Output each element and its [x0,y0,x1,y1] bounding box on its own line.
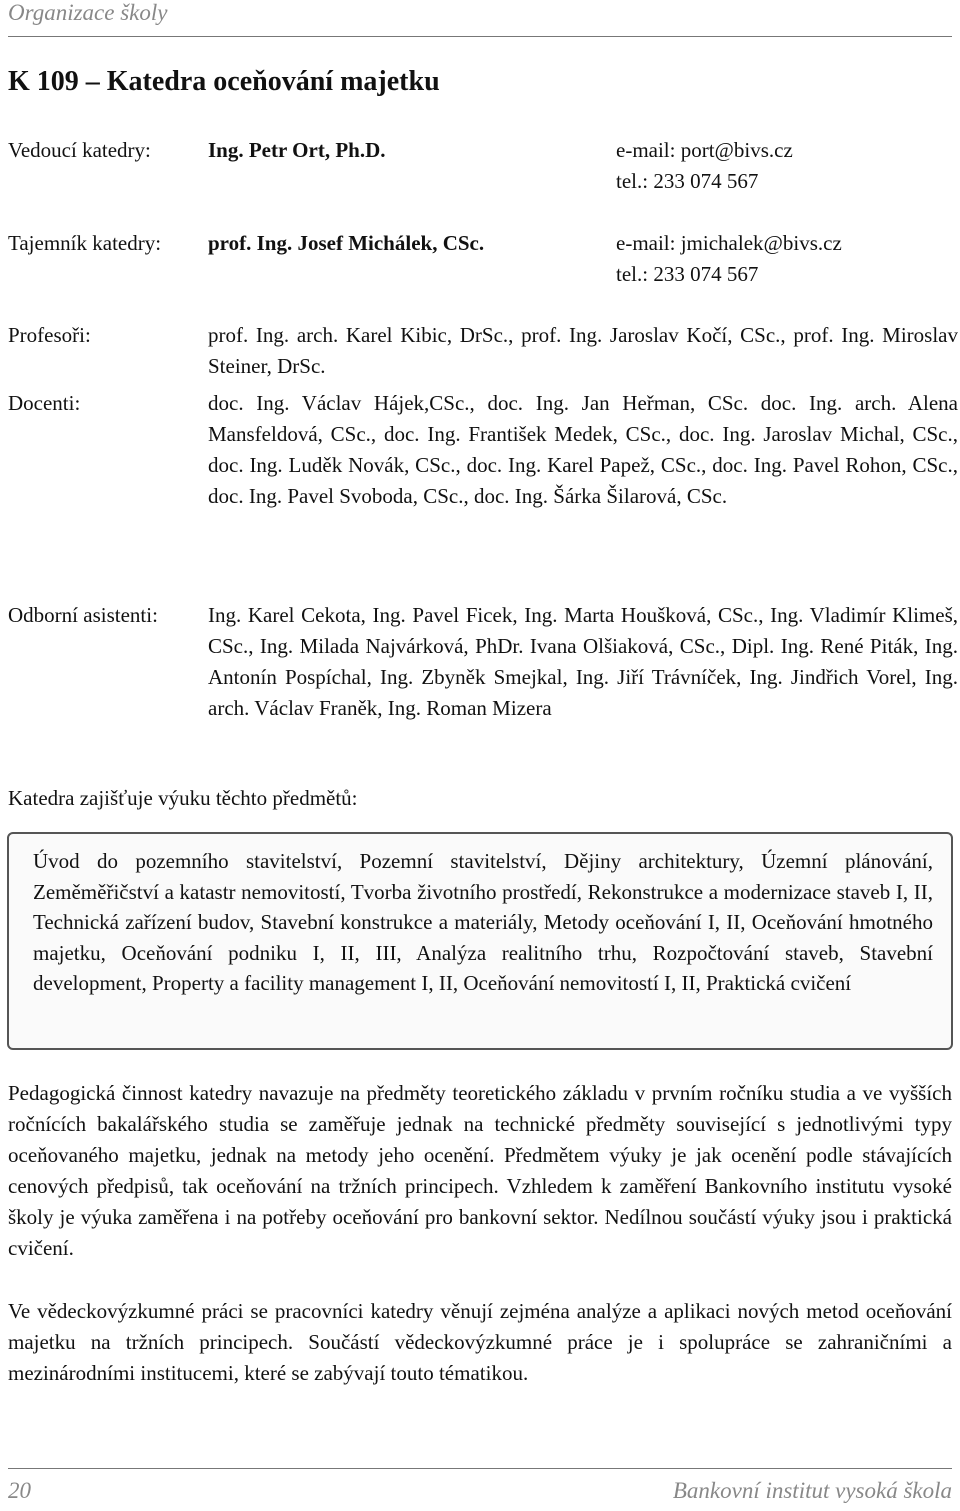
header-divider [8,36,952,37]
professors-label: Profesoři: [8,323,91,347]
secretary-label: Tajemník katedry: [8,231,162,255]
page-number: 20 [8,1478,31,1503]
assistants-label: Odborní asistenti: [8,603,158,627]
head-of-department-label: Vedoucí katedry: [8,138,151,162]
head-of-department-name: Ing. Petr Ort, Ph.D. [208,138,386,162]
head-of-department-email: e-mail: port@bivs.cz [616,138,793,162]
secretary-email: e-mail: jmichalek@bivs.cz [616,231,842,255]
footer-divider [8,1468,952,1469]
subjects-list: Úvod do pozemního stavitelství, Pozemní stavitelství, Dějiny architektury, Územní plánování, Zeměměřičství a katastr nemovitostí, Tvorba životního prostředí, Rekonstrukce a modernizace staveb I, II, Technická zařízení budov, Stavební konstrukce a materiály, Metody oceňování I, II, Oceňování hmotného majetku, Oceňování podniku I, II, III, Analýza realitního trhu, Rozpočtování staveb, Stavební development, Property a facility management I, II, Oceňování nemovitostí I, II, Praktická cvičení [33,849,933,995]
head-of-department-contact [616,135,793,197]
page-title: K 109 – Katedra oceňování majetku [8,66,440,97]
professors-names: prof. Ing. arch. Karel Kibic, DrSc., prof. Ing. Jaroslav Kočí, CSc., prof. Ing. Miroslav Steiner, DrSc. [208,323,958,378]
assistants-names: Ing. Karel Cekota, Ing. Pavel Ficek, Ing. Marta Houšková, CSc., Ing. Vladimír Klimeš, CSc., Ing. Milada Najvárková, PhDr. Ivana Olšiaková, CSc., Dipl. Ing. René Piták, Ing. Antonín Pospíchal, Ing. Zbyněk Smejkal, Ing. Jiří Trávníček, Ing. Jindřich Vorel, Ing. arch. Václav Franěk, Ing. Roman Mizera [208,603,958,720]
research-paragraph: Ve vědeckovýzkumné práci se pracovníci katedry věnují zejména analýze a aplikaci nových metod oceňování majetku na tržních principech. Součástí vědeckovýzkumné práce je i spolupráce se zahraničními a mezinárodními institucemi, které se zabývají touto tématikou. [8,1299,952,1385]
secretary-contact [616,228,842,290]
running-header: Organizace školy [8,0,168,25]
subjects-intro: Katedra zajišťuje výuku těchto předmětů: [8,786,358,810]
running-footer: Bankovní institut vysoká škola [672,1478,952,1503]
secretary-name: prof. Ing. Josef Michálek, CSc. [208,231,485,255]
head-of-department-phone: tel.: 233 074 567 [616,169,759,193]
docents-names: doc. Ing. Václav Hájek,CSc., doc. Ing. Jan Heřman, CSc. doc. Ing. arch. Alena Mansfeldová, CSc., doc. Ing. František Medek, CSc., doc. Ing. Jaroslav Michal, CSc., doc. Ing. Luděk Novák, CSc., doc. Ing. Karel Papež, CSc., doc. Ing. Pavel Rohon, CSc., doc. Ing. Pavel Svoboda, CSc., doc. Ing. Šárka Šilarová, CSc. [208,391,958,508]
teaching-paragraph: Pedagogická činnost katedry navazuje na předměty teoretického základu v prvním ročníku studia a ve vyšších ročnících bakalářského studia se zaměřuje jednak na technické předměty související s jednotlivými typy oceňovaného majetku, jednak na metody jeho ocenění. Předmětem výuky je jak ocenění podle stávajících cenových předpisů, tak oceňování na tržních principech. Vzhledem k zaměření Bankovního institutu vysoké školy je výuka zaměřena i na potřeby oceňování pro bankovní sektor. Nedílnou součástí výuky jsou i praktická cvičení. [8,1081,952,1260]
docents-label: Docenti: [8,391,81,415]
subjects-box [7,832,953,1050]
secretary-phone: tel.: 233 074 567 [616,262,759,286]
